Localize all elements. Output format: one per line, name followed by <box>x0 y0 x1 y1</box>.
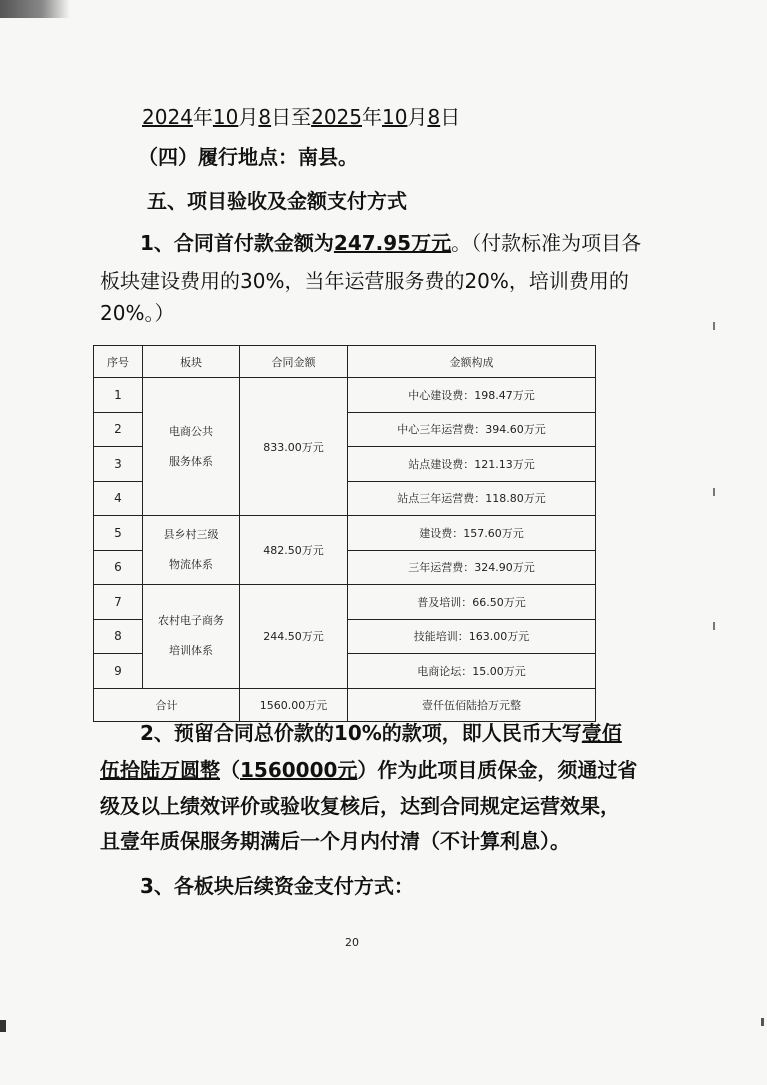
table-row: 1 电商公共 服务体系 833.00万元 中心建设费：198.47万元 <box>94 378 596 413</box>
para2-line2: 伍拾陆万圆整（1560000元）作为此项目质保金，须通过省 <box>100 758 638 782</box>
table-row: 7 农村电子商务 培训体系 244.50万元 普及培训：66.50万元 <box>94 585 596 620</box>
header-block: 板块 <box>143 346 240 378</box>
header-amount: 合同金额 <box>240 346 348 378</box>
para1-line2: 板块建设费用的30%，当年运营服务费的20%，培训费用的 <box>100 269 629 293</box>
end-month: 10 <box>382 105 408 129</box>
scan-shadow-top-left <box>0 0 70 18</box>
amount-cell: 482.50万元 <box>240 516 348 585</box>
table-row: 2 中心三年运营费：394.60万元 <box>94 412 596 447</box>
start-day: 8 <box>258 105 272 129</box>
amount-cell: 244.50万元 <box>240 585 348 689</box>
scan-mark-right <box>713 622 715 630</box>
scan-mark-bottom-right <box>761 1018 764 1026</box>
total-label: 合计 <box>94 688 240 721</box>
table-row: 9 电商论坛：15.00万元 <box>94 654 596 689</box>
block-cell: 电商公共 服务体系 <box>143 378 240 516</box>
section-title: 五、项目验收及金额支付方式 <box>147 189 407 213</box>
start-year: 2024 <box>142 105 193 129</box>
table-row: 3 站点建设费：121.13万元 <box>94 447 596 482</box>
table-row: 6 三年运营费：324.90万元 <box>94 550 596 585</box>
performance-period-line: 2024年10月8日至2025年10月8日 <box>142 105 461 129</box>
end-year: 2025 <box>311 105 362 129</box>
table-row: 5 县乡村三级 物流体系 482.50万元 建设费：157.60万元 <box>94 516 596 551</box>
table-total-row <box>94 688 596 721</box>
table-row: 8 技能培训：163.00万元 <box>94 619 596 654</box>
table-header-row <box>94 346 596 378</box>
page-number: 20 <box>345 936 359 949</box>
table-row: 4 站点三年运营费：118.80万元 <box>94 481 596 516</box>
para3: 3、各板块后续资金支付方式： <box>140 874 414 898</box>
para1-line3: 20%。） <box>100 301 175 325</box>
total-words: 壹仟伍佰陆拾万元整 <box>348 688 596 721</box>
scan-mark-bottom-left <box>0 1020 6 1032</box>
total-amount: 1560.00万元 <box>240 688 348 721</box>
scan-mark-right <box>713 322 715 330</box>
first-payment-amount: 247.95万元 <box>333 231 452 255</box>
header-composition: 金额构成 <box>348 346 596 378</box>
performance-location: （四）履行地点：南县。 <box>138 145 358 169</box>
para2-line1: 2、预留合同总价款的10%的款项，即人民币大写壹佰 <box>140 721 622 745</box>
end-day: 8 <box>427 105 441 129</box>
start-month: 10 <box>212 105 239 129</box>
para2-line3: 级及以上绩效评价或验收复核后，达到合同规定运营效果， <box>100 794 620 818</box>
amount-cell: 833.00万元 <box>240 378 348 516</box>
header-no: 序号 <box>94 346 143 378</box>
block-cell: 县乡村三级 物流体系 <box>143 516 240 585</box>
block-cell: 农村电子商务 培训体系 <box>143 585 240 689</box>
para1-line1: 1、合同首付款金额为247.95万元。（付款标准为项目各 <box>140 231 642 255</box>
scan-mark-right <box>713 488 715 496</box>
para2-line4: 且壹年质保服务期满后一个月内付清（不计算利息）。 <box>100 829 570 853</box>
contract-amount-table <box>93 345 596 722</box>
